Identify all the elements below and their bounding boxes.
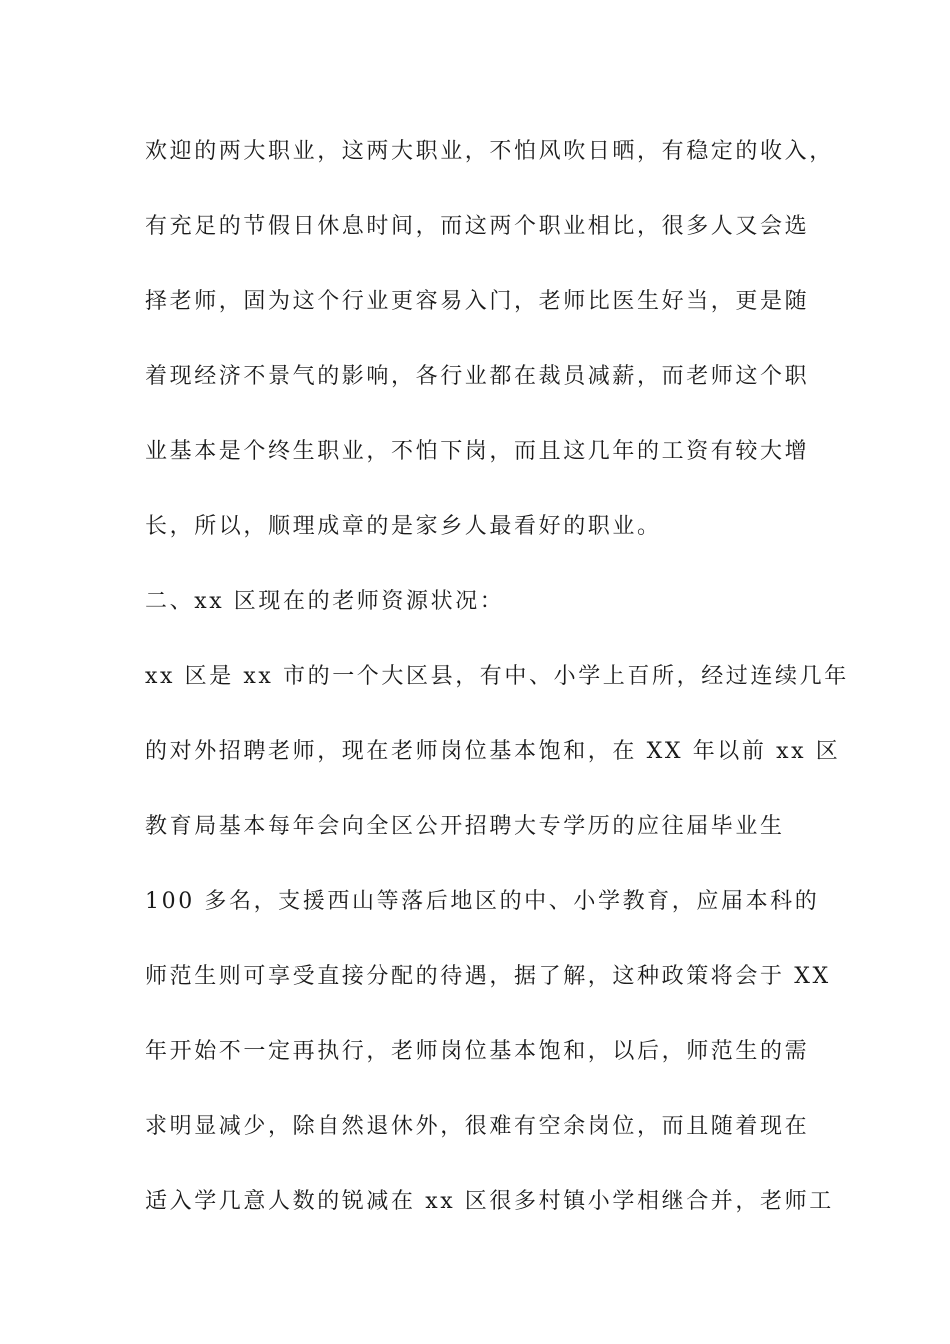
text-line: 择老师，固为这个行业更容易入门，老师比医生好当，更是随 bbox=[145, 289, 810, 314]
body-text bbox=[145, 132, 849, 1257]
text-line: 100 多名，支援西山等落后地区的中、小学教育，应届本科的 bbox=[145, 889, 820, 914]
text-line: 着现经济不景气的影响，各行业都在裁员减薪，而老师这个职 bbox=[145, 364, 810, 389]
text-line: 适入学几意人数的锐减在 xx 区很多村镇小学相继合并，老师工 bbox=[145, 1189, 834, 1214]
text-line: 的对外招聘老师，现在老师岗位基本饱和，在 XX 年以前 xx 区 bbox=[145, 739, 841, 764]
text-line: 年开始不一定再执行，老师岗位基本饱和，以后，师范生的需 bbox=[145, 1039, 810, 1064]
text-line: 求明显减少，除自然退休外，很难有空余岗位，而且随着现在 bbox=[145, 1114, 810, 1139]
text-line: 有充足的节假日休息时间，而这两个职业相比，很多人又会选 bbox=[145, 214, 810, 239]
text-line: 业基本是个终生职业，不怕下岗，而且这几年的工资有较大增 bbox=[145, 439, 810, 464]
text-line: 师范生则可享受直接分配的待遇，据了解，这种政策将会于 XX bbox=[145, 964, 831, 989]
section-heading: 二、xx 区现在的老师资源状况： bbox=[145, 589, 505, 614]
text-line: 教育局基本每年会向全区公开招聘大专学历的应往届毕业生 bbox=[145, 814, 785, 839]
text-line: xx 区是 xx 市的一个大区县，有中、小学上百所，经过连续几年 bbox=[145, 664, 849, 689]
text-line: 长，所以，顺理成章的是家乡人最看好的职业。 bbox=[145, 514, 662, 539]
text-line: 欢迎的两大职业，这两大职业，不怕风吹日晒，有稳定的收入， bbox=[145, 139, 834, 164]
